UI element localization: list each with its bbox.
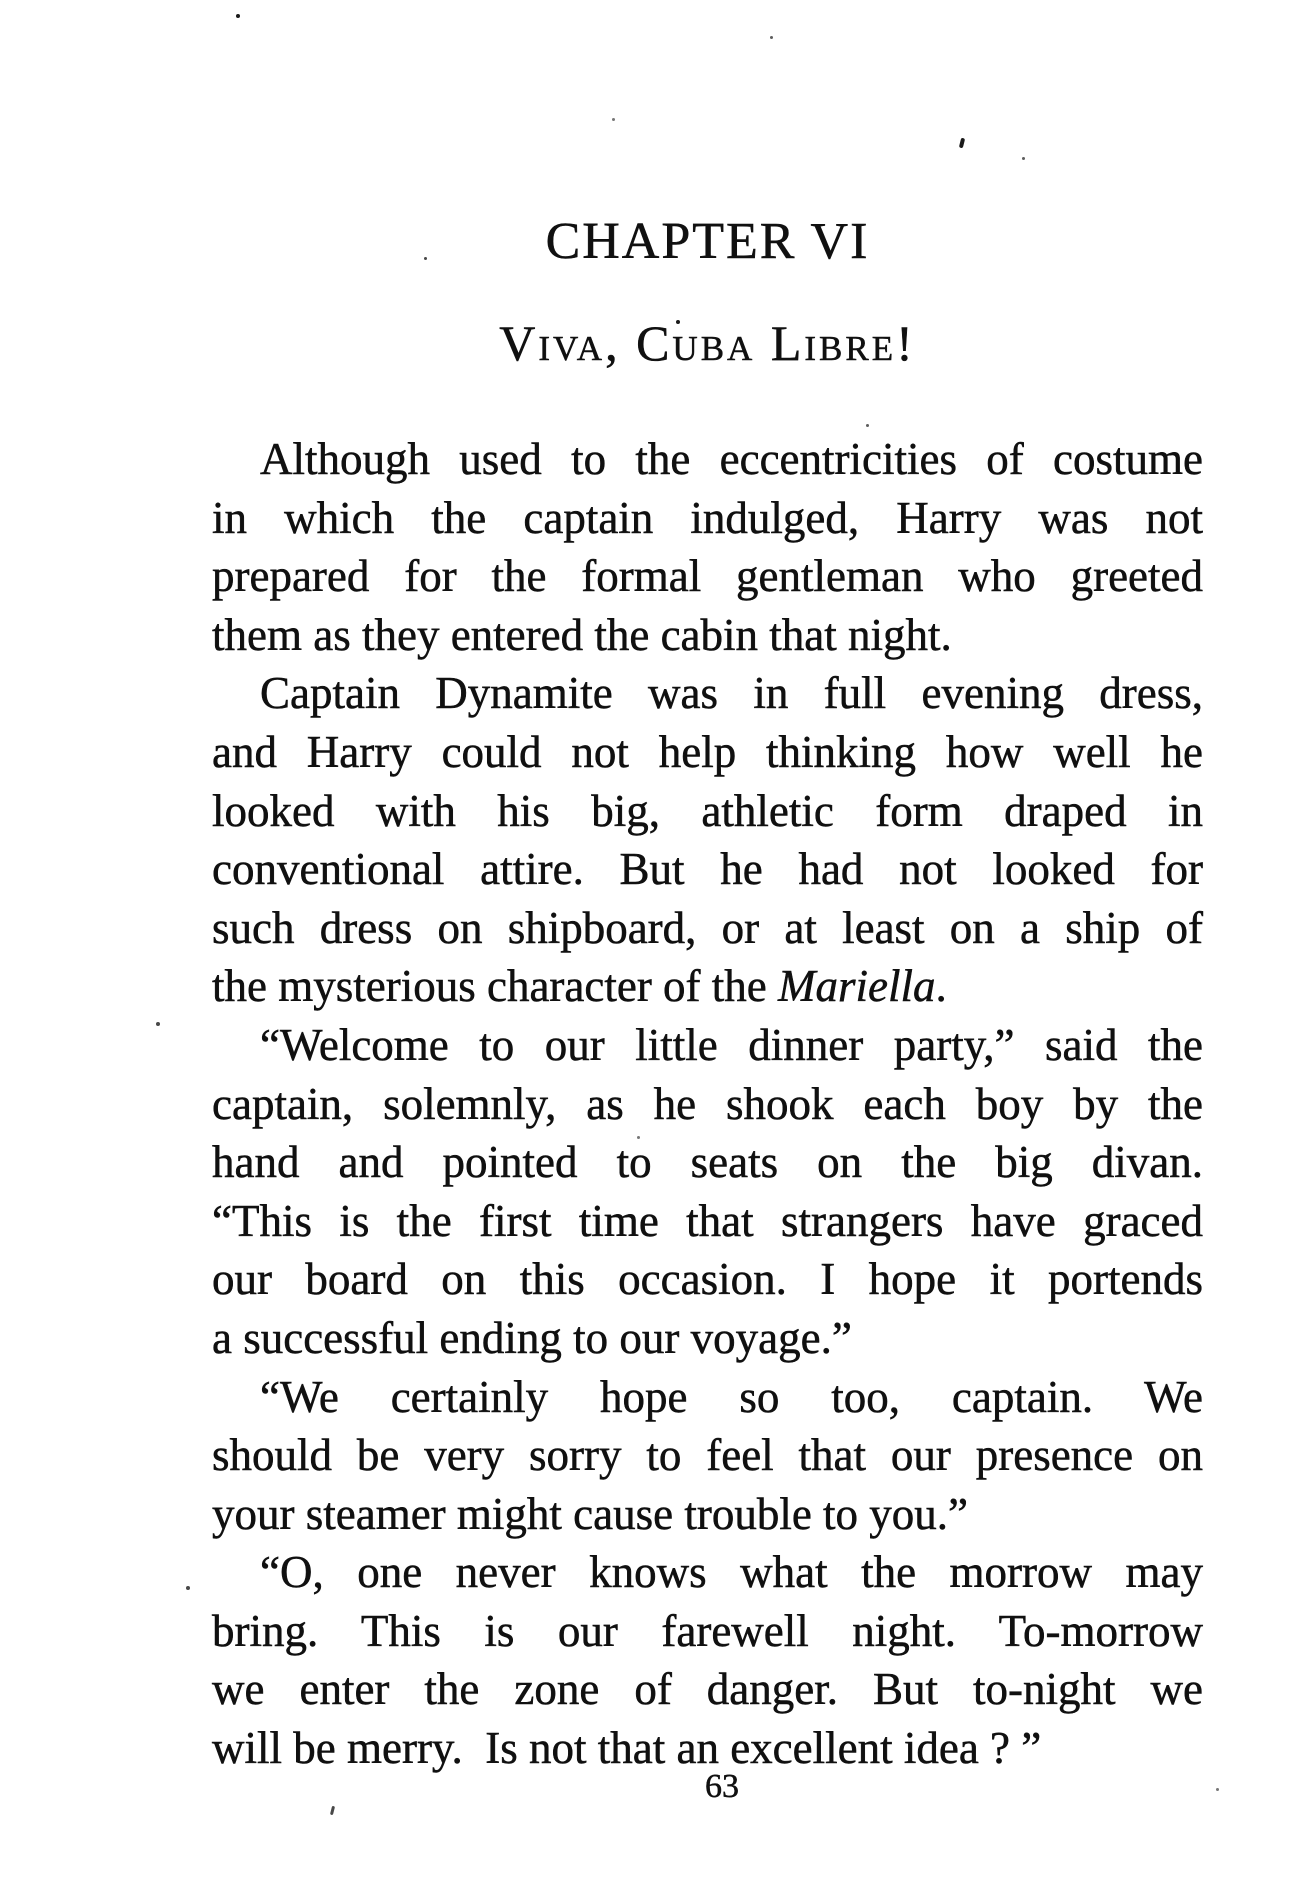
text-line: looked with his big, athletic form draped in — [212, 785, 1203, 836]
text-line: our board on this occasion. I hope it portends — [212, 1254, 1203, 1305]
text-line: and Harry could not help thinking how well he — [212, 726, 1203, 777]
text-line: such dress on shipboard, or at least on a ship of — [212, 902, 1203, 953]
scan-speck — [1022, 157, 1025, 160]
paragraph — [212, 430, 1203, 664]
text-line: in which the captain indulged, Harry was not — [212, 492, 1203, 543]
text-line: a successful ending to our voyage.” — [212, 1312, 852, 1363]
text-line: hand and pointed to seats on the big divan. — [212, 1137, 1203, 1188]
page-number: 63 — [705, 1768, 739, 1805]
text-line: “This is the first time that strangers have graced — [212, 1195, 1203, 1246]
text-line: captain, solemnly, as he shook each boy by the — [212, 1078, 1203, 1129]
text-line: “O, one never knows what the morrow may — [260, 1547, 1203, 1598]
paragraph — [212, 1016, 1203, 1368]
scan-speck — [236, 14, 240, 18]
paragraph — [212, 664, 1203, 1016]
scan-speck — [156, 1022, 160, 1026]
text-line: prepared for the formal gentleman who greeted — [212, 551, 1203, 602]
chapter-subtitle: Viva, Cuba Libre! — [499, 315, 916, 371]
scan-speck — [959, 138, 965, 149]
text-line: Captain Dynamite was in full evening dress, — [260, 668, 1203, 719]
text-line — [212, 957, 1203, 1016]
text-segment: . — [935, 961, 947, 1012]
chapter-heading: CHAPTER VI — [545, 213, 870, 270]
text-line: “We certainly hope so too, captain. We — [260, 1371, 1203, 1422]
text-segment: the mysterious character of the — [212, 961, 779, 1012]
text-line: “Welcome to our little dinner party,” said the — [260, 1019, 1203, 1070]
scan-speck — [330, 1806, 335, 1815]
text-line: Although used to the eccentricities of costume — [260, 434, 1203, 484]
text-line: your steamer might cause trouble to you.” — [212, 1488, 969, 1539]
text-line: conventional attire. But he had not looked for — [212, 844, 1203, 895]
text-line: we enter the zone of danger. But to-night we — [212, 1664, 1203, 1715]
body-text — [212, 430, 1203, 1778]
paragraph — [212, 1368, 1203, 1544]
text-line: them as they entered the cabin that night. — [212, 609, 952, 660]
paragraph — [212, 1543, 1203, 1777]
scan-speck — [770, 36, 773, 39]
scan-speck — [186, 1586, 190, 1590]
scan-speck — [1216, 1788, 1219, 1791]
text-line: should be very sorry to feel that our presence on — [212, 1430, 1203, 1481]
scan-speck — [612, 118, 615, 121]
scan-speck — [866, 424, 869, 427]
text-line: will be merry. Is not that an excellent idea ? ” — [212, 1723, 1042, 1774]
text-line: bring. This is our farewell night. To-morrow — [212, 1605, 1203, 1656]
ship-name: Mariella — [778, 961, 936, 1012]
